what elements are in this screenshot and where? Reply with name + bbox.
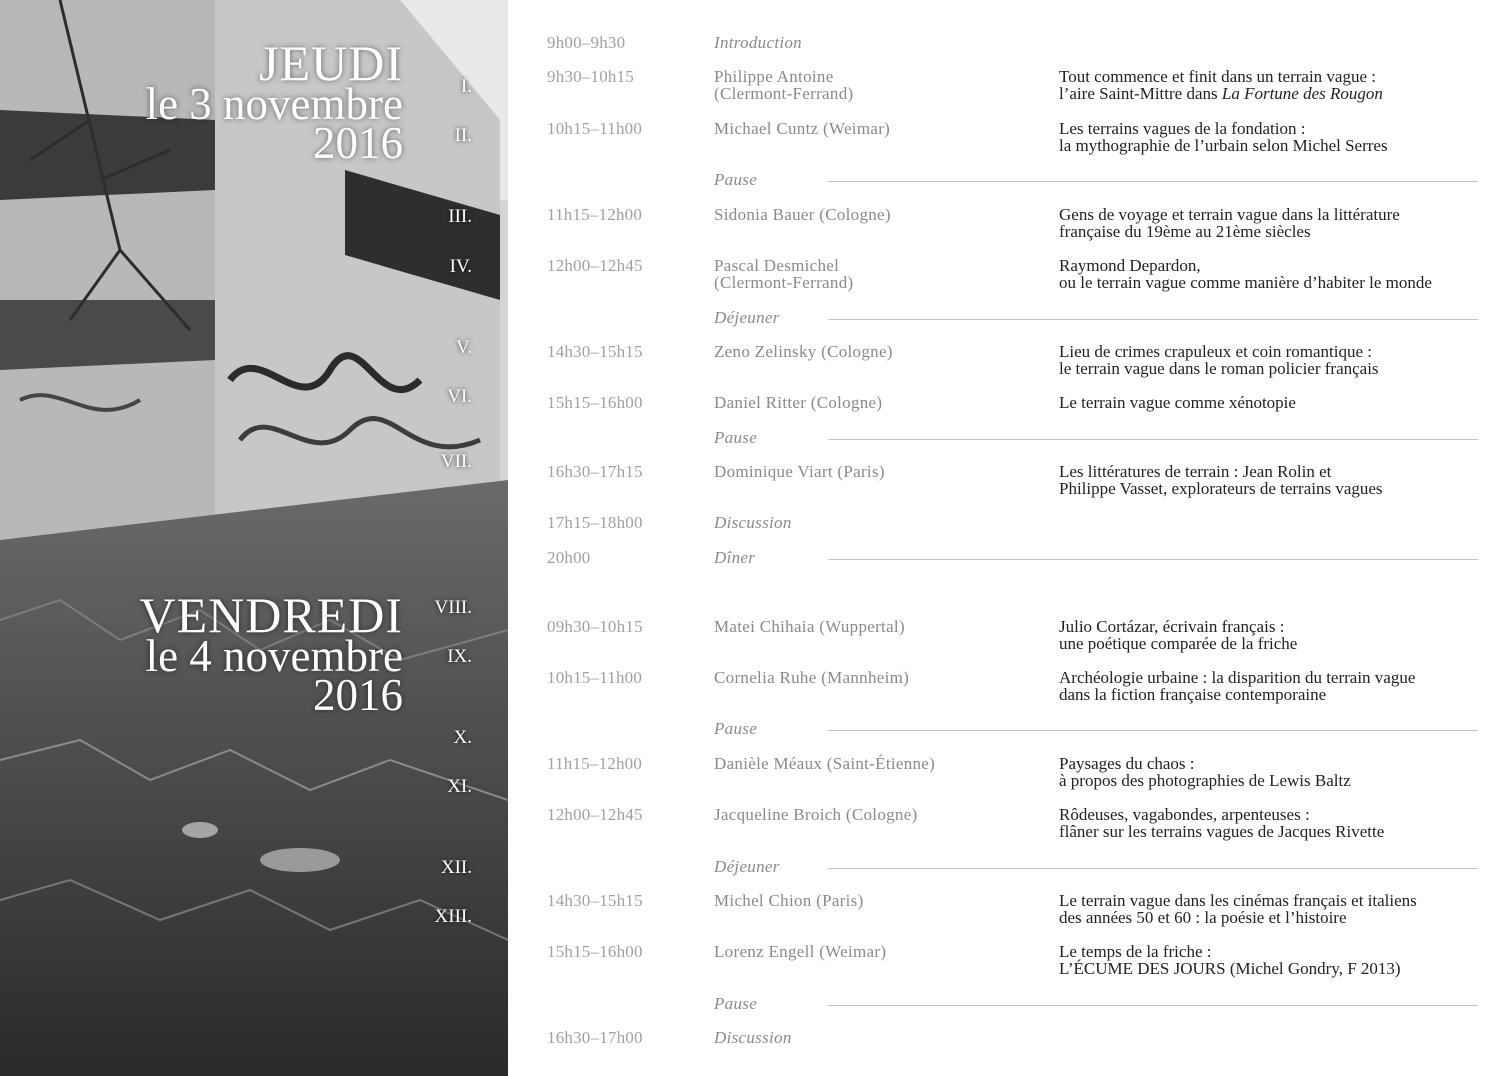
schedule-row (508, 755, 1500, 789)
row-label: Discussion (714, 513, 792, 532)
break-row (508, 429, 1500, 463)
session-numeral: IV. (449, 256, 472, 277)
divider (828, 559, 1478, 560)
schedule-row (508, 892, 1500, 926)
schedule-row (508, 206, 1500, 240)
row-time: 16h30–17h00 (547, 1028, 643, 1047)
row-label: Dîner (714, 548, 756, 567)
schedule-row (508, 514, 1500, 548)
row-speaker: Cornelia Ruhe (Mannheim) (714, 668, 910, 687)
row-talk-title: Le temps de la friche : L’ÉCUME DES JOURS (Michel Gondry, F 2013) (1059, 942, 1401, 978)
thursday-year: 2016 (313, 117, 403, 168)
row-talk-title: Raymond Depardon, ou le terrain vague comme manière d’habiter le monde (1059, 256, 1432, 292)
wasteland-photo (0, 0, 508, 1076)
row-label: Déjeuner (714, 308, 780, 327)
break-row (508, 858, 1500, 892)
row-speaker: Danièle Méaux (Saint-Étienne) (714, 754, 936, 773)
row-time: 9h30–10h15 (547, 67, 634, 86)
session-numeral: II. (454, 125, 472, 146)
row-time: 15h15–16h00 (547, 393, 643, 412)
session-numeral: I. (460, 76, 472, 97)
friday-heading (139, 587, 403, 720)
row-time: 12h00–12h45 (547, 805, 643, 824)
row-speaker: Pascal Desmichel (Clermont-Ferrand) (714, 256, 854, 292)
divider (828, 1005, 1478, 1006)
schedule-row (508, 34, 1500, 68)
friday-year: 2016 (313, 669, 403, 720)
divider (828, 730, 1478, 731)
row-speaker: Michael Cuntz (Weimar) (714, 119, 891, 138)
row-speaker: Lorenz Engell (Weimar) (714, 942, 887, 961)
row-talk-title: Rôdeuses, vagabondes, arpenteuses : flâner sur les terrains vagues de Jacques Rivette (1059, 805, 1385, 841)
row-time: 11h15–12h00 (547, 205, 643, 224)
session-numeral: VI. (447, 386, 472, 407)
row-label: Pause (714, 170, 758, 189)
row-time: 14h30–15h15 (547, 342, 643, 361)
row-time: 11h15–12h00 (547, 754, 643, 773)
row-label: Déjeuner (714, 857, 780, 876)
row-time: 9h00–9h30 (547, 33, 626, 52)
break-row (508, 549, 1500, 583)
row-talk-title: Le terrain vague dans les cinémas français et italiens des années 50 et 60 : la poésie et l’histoire (1059, 891, 1417, 927)
row-time: 12h00–12h45 (547, 256, 643, 275)
schedule-row (508, 68, 1500, 102)
session-numeral: XI. (447, 776, 472, 797)
row-label: Introduction (714, 33, 802, 52)
session-numeral: X. (453, 727, 472, 748)
row-talk-title: Gens de voyage et terrain vague dans la littérature française du 19ème au 21ème siècles (1059, 205, 1400, 241)
row-time: 16h30–17h15 (547, 462, 643, 481)
row-time: 09h30–10h15 (547, 617, 643, 636)
divider (828, 868, 1478, 869)
row-talk-title: Paysages du chaos : à propos des photographies de Lewis Baltz (1059, 754, 1351, 790)
row-time: 14h30–15h15 (547, 891, 643, 910)
row-speaker: Matei Chihaia (Wuppertal) (714, 617, 905, 636)
row-label: Pause (714, 994, 758, 1013)
programme-schedule (508, 0, 1500, 1076)
session-numeral: III. (448, 206, 472, 227)
schedule-row (508, 943, 1500, 977)
divider (828, 319, 1478, 320)
friday-day: VENDREDI (139, 587, 403, 643)
session-numeral: IX. (447, 646, 472, 667)
row-talk-title: Julio Cortázar, écrivain français : une poétique comparée de la friche (1059, 617, 1298, 653)
row-talk-title: Les littératures de terrain : Jean Rolin et Philippe Vasset, explorateurs de terrains vagues (1059, 462, 1383, 498)
row-speaker: Michel Chion (Paris) (714, 891, 864, 910)
schedule-row (508, 394, 1500, 428)
thursday-heading (145, 35, 403, 168)
row-speaker: Sidonia Bauer (Cologne) (714, 205, 891, 224)
session-numeral: VII. (440, 451, 472, 472)
session-numeral: VIII. (434, 597, 472, 618)
schedule-row (508, 463, 1500, 497)
row-label: Pause (714, 719, 758, 738)
session-numeral: V. (455, 337, 472, 358)
row-label: Pause (714, 428, 758, 447)
session-numeral: XIII. (434, 906, 472, 927)
row-talk-title: Archéologie urbaine : la disparition du terrain vague dans la fiction française contemporaine (1059, 668, 1416, 704)
row-title-line: l’aire Saint-Mittre dans (1059, 84, 1222, 103)
row-talk-title: Le terrain vague comme xénotopie (1059, 393, 1296, 412)
row-talk-title: Les terrains vagues de la fondation : la mythographie de l’urbain selon Michel Serres (1059, 119, 1388, 155)
break-row (508, 995, 1500, 1029)
row-speaker: Zeno Zelinsky (Cologne) (714, 342, 893, 361)
break-row (508, 309, 1500, 343)
row-time: 10h15–11h00 (547, 119, 643, 138)
row-time: 15h15–16h00 (547, 942, 643, 961)
row-time: 20h00 (547, 548, 591, 567)
schedule-row (508, 1029, 1500, 1063)
row-speaker: Dominique Viart (Paris) (714, 462, 885, 481)
row-talk-title: Lieu de crimes crapuleux et coin romantique : le terrain vague dans le roman policier français (1059, 342, 1379, 378)
schedule-row (508, 669, 1500, 703)
divider (828, 181, 1478, 182)
row-time: 17h15–18h00 (547, 513, 643, 532)
break-row (508, 171, 1500, 205)
row-speaker: Jacqueline Broich (Cologne) (714, 805, 918, 824)
friday-date: le 4 novembre (145, 631, 403, 681)
row-talk-title (1059, 68, 1383, 102)
thursday-day: JEUDI (259, 35, 403, 91)
row-title-work: La Fortune des Rougon (1221, 84, 1383, 103)
divider (828, 439, 1478, 440)
row-speaker: Philippe Antoine (Clermont-Ferrand) (714, 67, 854, 103)
break-row (508, 720, 1500, 754)
row-speaker: Daniel Ritter (Cologne) (714, 393, 883, 412)
schedule-row (508, 618, 1500, 652)
schedule-row (508, 343, 1500, 377)
row-label: Discussion (714, 1028, 792, 1047)
row-time: 10h15–11h00 (547, 668, 643, 687)
schedule-row (508, 806, 1500, 840)
schedule-row (508, 120, 1500, 154)
schedule-row (508, 257, 1500, 291)
thursday-date: le 3 novembre (145, 79, 403, 129)
row-title-line: Tout commence et finit dans un terrain vague : (1059, 67, 1376, 86)
session-numeral: XII. (440, 857, 472, 878)
